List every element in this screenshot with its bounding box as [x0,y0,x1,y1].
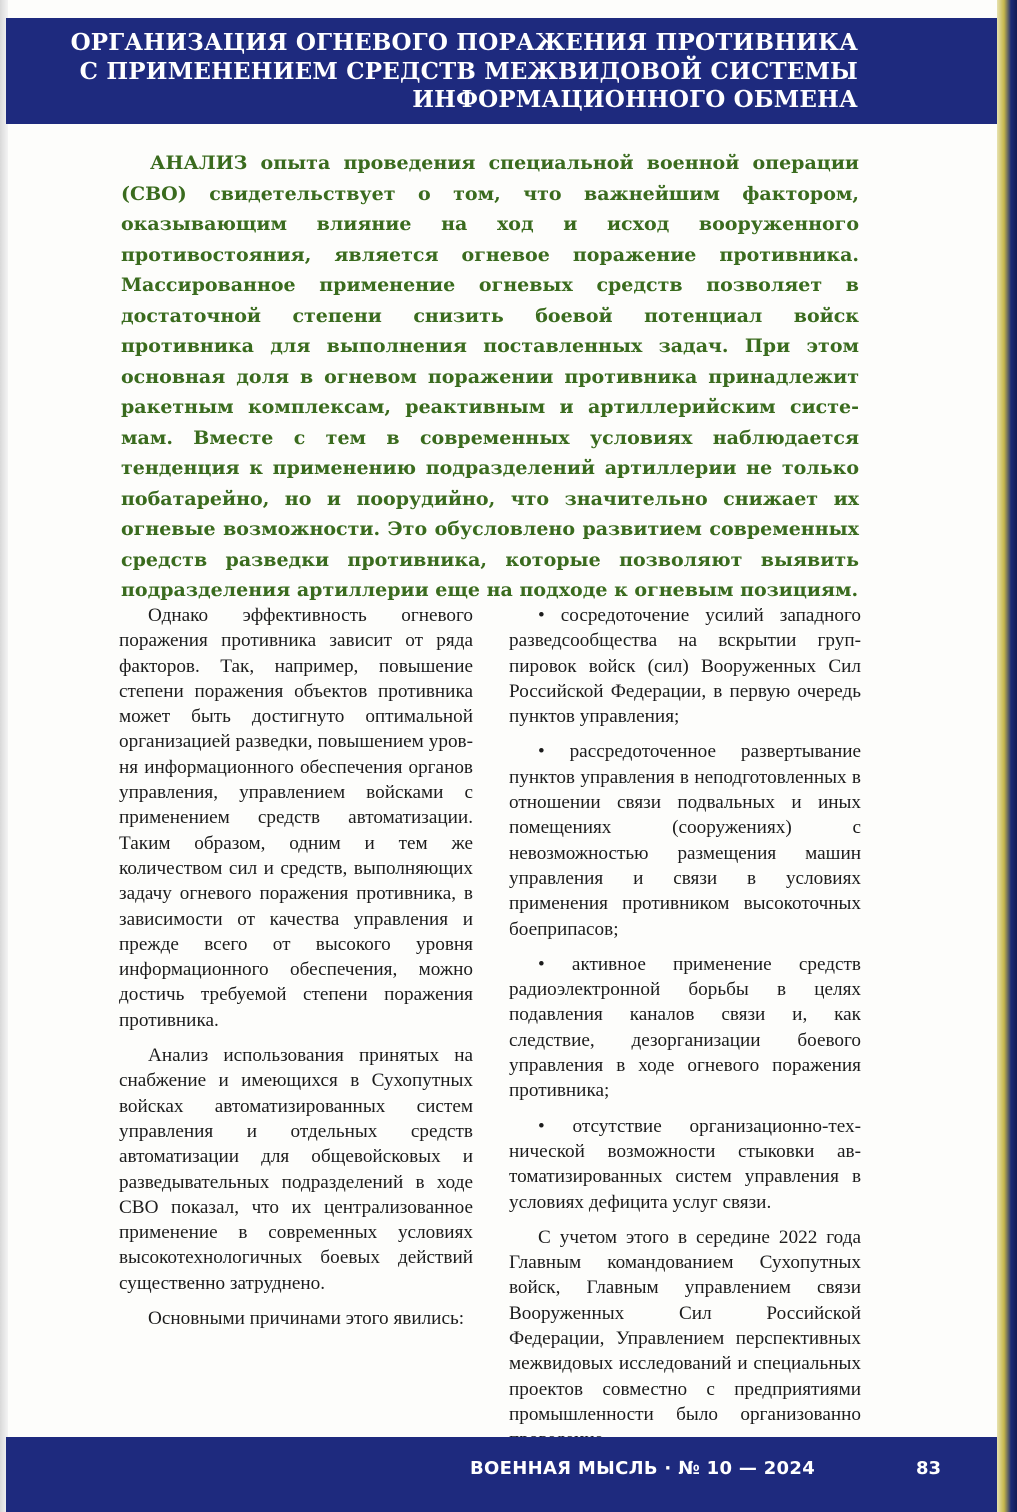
right-column [509,603,861,1463]
bullet-paragraph: • отсутствие организационно-технической возможности стыковки автоматизированных систем управления в условиях дефицита услуг связи. [509,1115,861,1213]
page-number: 83 [916,1458,942,1479]
article-title: ОРГАНИЗАЦИЯ ОГНЕВОГО ПОРАЖЕНИЯ ПРОТИВНИКА С ПРИМЕНЕНИЕМ СРЕДСТВ МЕЖВИДОВОЙ СИСТЕМЫ ИНФОРМАЦИОННОГО ОБМЕНА [70,29,858,113]
bullet-paragraph: • сосредоточение усилий западного разведсообщества на вскрытии группировок войск (сил) Вооруженных Сил Российской Федерации, в первую очередь пунктов управления; [509,605,861,728]
page-edge-right [997,0,1017,1512]
body-paragraph: Однако эффективность огневого поражения противника зависит от ряда факторов. Так, например, повышение степени поражения объектов противника может быть достигнуто оптимальной организацией разведки, повышением уровня информационного обеспечения органов управления, управлением войсками с применением средств автоматизации. Таким образом, одним и тем же количеством сил и средств, выполняющих задачу огневого поражения противника, в зависимости от качества управления и прежде всего от высокого уровня информационного обеспечения, можно достичь требуемой степени поражения противника. [119,605,473,1031]
bullet-paragraph: • активное применение средств радиоэлектронной борьбы в целях подавления каналов связи и, как следствие, дезорганизации боевого управления в ходе огневого поражения противника; [509,953,861,1102]
body-paragraph: Анализ использования принятых на снабжение и имеющихся в Сухопутных войсках автоматизированных систем управления и отдельных средств автоматизации для общевойсковых и разведывательных подразделений в ходе СВО показал, что их централизованное применение в современных условиях высокотехнологичных боевых действий существенно затруднено. [119,1045,473,1294]
page-edge-left [0,0,8,1512]
body-paragraph: С учетом этого в середине 2022 года Главным командованием Сухопутных войск, Главным управлением связи Вооруженных Сил Российской Федерации, Управлением перспективных межвидовых исследований и специальных проектов совместно с предприятиями промышленности было организованно [509,1226,861,1425]
bullet-paragraph: • рассредоточенное развертывание пунктов управления в неподготовленных в отношении связи подвальных и иных помещениях (сооружениях) с невозможностью размещения машин управления и связи в условиях применения противником высокоточных боеприпасов; [509,741,861,940]
journal-issue: ВОЕННАЯ МЫСЛЬ · № 10 — 2024 [470,1458,816,1479]
body-paragraph: Основными причинами этого явились: [148,1308,465,1330]
article-lead: АНАЛИЗ опыта проведения специальной военной операции (СВО) свидетельствует о том, что важнейшим фактором, оказывающим влияние на ход и исход вооруженного противостояния, является огневое поражение противника. Массированное применение огневых средств позволяет в достаточной степени снизить боевой потенциал войск противника для выполнения поставленных задач. При этом основная доля в огневом поражении противника принадлежит ракетным комплексам, реактивным и артиллерийским системам. Вместе с тем в современных условиях наблюдается тенденция к применению подразделений артиллерии не только побатарейно, но и поорудийно, что значительно снижает их огневые возможности. Это обусловлено развитием современных средств разведки противника, которые позволяют выявить подразделения артиллерии еще на подходе к огневым позициям. [121,152,859,601]
left-column [119,603,473,1341]
